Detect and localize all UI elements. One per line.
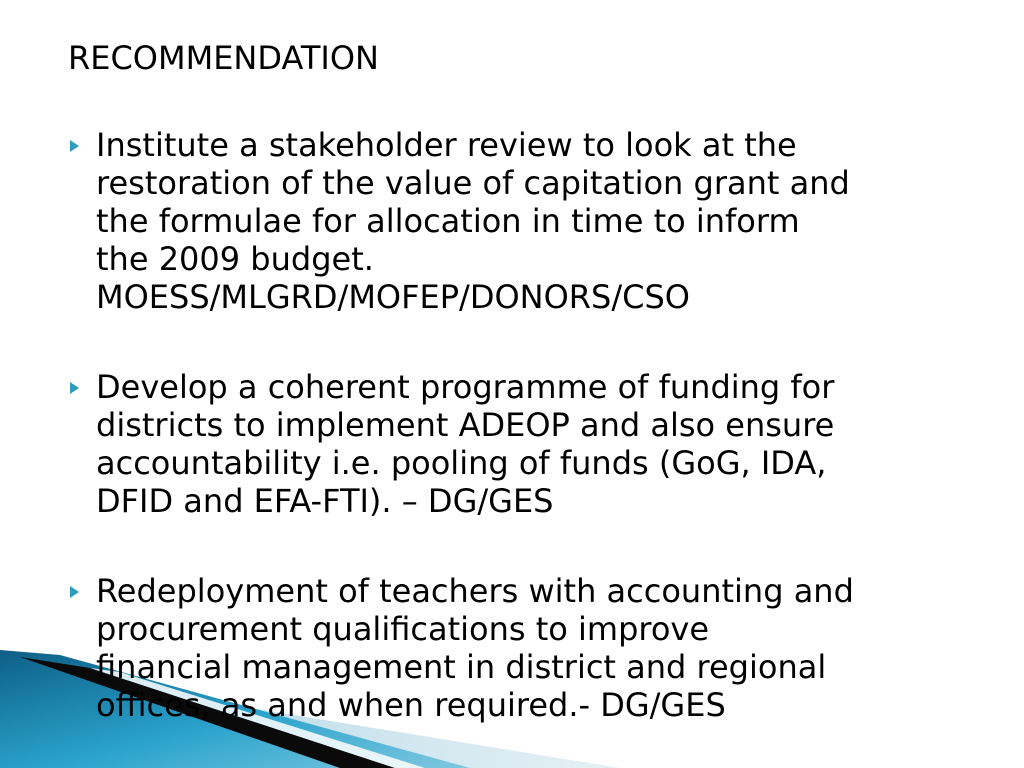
bullet-arrow-icon xyxy=(70,140,79,152)
bullet-line: Institute a stakeholder review to look at the xyxy=(96,126,797,164)
bullet-line: the 2009 budget. xyxy=(96,240,374,278)
bullet-line: MOESS/MLGRD/MOFEP/DONORS/CSO xyxy=(96,278,690,316)
bullet-line: Develop a coherent programme of funding for xyxy=(96,368,835,406)
bullet-item-2 xyxy=(64,368,1014,520)
bullet-text xyxy=(96,572,1014,724)
bullet-line: offices, as and when required.- DG/GES xyxy=(96,686,726,724)
bullet-line: districts to implement ADEOP and also ensure xyxy=(96,406,835,444)
bullet-item-1 xyxy=(64,126,1014,316)
bullet-arrow-icon xyxy=(70,586,79,598)
bullet-line: the formulae for allocation in time to inform xyxy=(96,202,800,240)
bullet-line: Redeployment of teachers with accounting and xyxy=(96,572,854,610)
bullet-item-3 xyxy=(64,572,1014,724)
bullet-line: financial management in district and regional xyxy=(96,648,827,686)
bullet-line: DFID and EFA-FTI). – DG/GES xyxy=(96,482,554,520)
bullet-arrow-icon xyxy=(70,382,79,394)
bullet-text xyxy=(96,368,1014,520)
bullet-line: accountability i.e. pooling of funds (GoG, IDA, xyxy=(96,444,827,482)
bullet-list xyxy=(64,126,1014,724)
bullet-line: restoration of the value of capitation grant and xyxy=(96,164,850,202)
bullet-text xyxy=(96,126,1014,316)
bullet-line: procurement qualifications to improve xyxy=(96,610,710,648)
slide-title: RECOMMENDATION xyxy=(68,39,379,77)
